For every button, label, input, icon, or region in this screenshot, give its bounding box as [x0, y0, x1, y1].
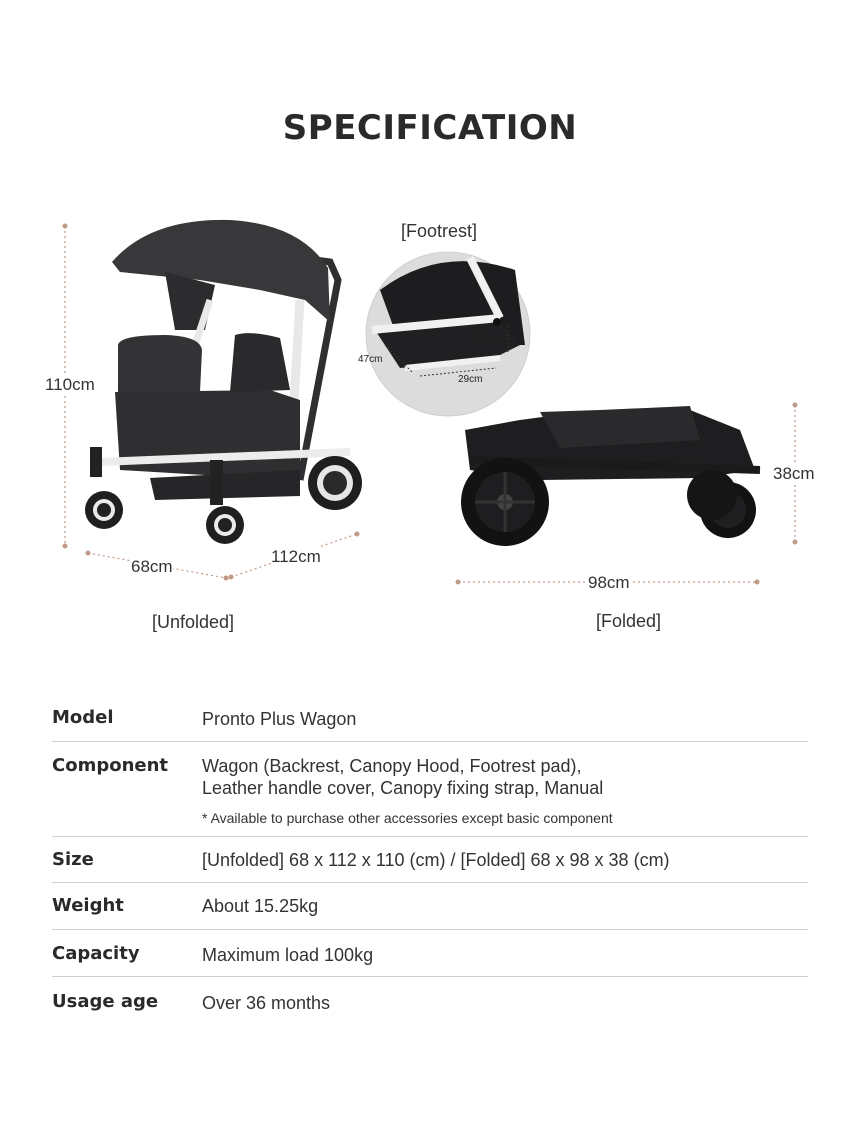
footrest-depth-label: 47cm — [358, 354, 383, 365]
folded-wagon-image — [456, 403, 798, 585]
spec-table — [52, 695, 808, 1023]
spec-key: Capacity — [52, 943, 140, 964]
spec-value: About 15.25kg — [202, 896, 319, 916]
spec-value: [Unfolded] 68 x 112 x 110 (cm) / [Folded] 68 x 98 x 38 (cm) — [202, 850, 670, 870]
spec-value: Maximum load 100kg — [202, 945, 374, 965]
spec-row-size — [52, 837, 808, 883]
spec-note: * Available to purchase other accessories except basic component — [202, 810, 613, 826]
spec-value-line2: Leather handle cover, Canopy fixing strap, Manual — [202, 778, 604, 798]
spec-key: Model — [52, 707, 114, 728]
spec-row-weight — [52, 883, 808, 930]
page-title: SPECIFICATION — [282, 108, 578, 148]
unfolded-height-label: 110cm — [45, 375, 95, 394]
spec-row-component — [52, 742, 808, 837]
unfolded-caption: [Unfolded] — [152, 612, 235, 632]
spec-value: Over 36 months — [202, 993, 331, 1013]
spec-key: Weight — [52, 895, 124, 916]
spec-row-usage-age — [52, 977, 808, 1023]
footrest-caption: [Footrest] — [401, 221, 478, 241]
spec-key: Size — [52, 849, 94, 870]
folded-length-label: 98cm — [585, 573, 633, 593]
footrest-height-label: 12cm — [476, 334, 501, 345]
spec-row-capacity — [52, 930, 808, 977]
footrest-width-label: 29cm — [458, 374, 483, 385]
footrest-detail-image — [366, 252, 530, 416]
unfolded-width-label: 68cm — [131, 557, 173, 576]
unfolded-length-label: 112cm — [271, 547, 321, 566]
spec-value: Wagon (Backrest, Canopy Hood, Footrest pad), — [202, 756, 582, 776]
unfolded-wagon-image — [63, 220, 363, 581]
spec-value: Pronto Plus Wagon — [202, 709, 357, 729]
spec-key: Usage age — [52, 991, 159, 1012]
spec-row-model — [52, 695, 808, 742]
spec-key: Component — [52, 755, 169, 776]
folded-height-label: 38cm — [773, 464, 815, 483]
folded-caption: [Folded] — [596, 611, 662, 631]
